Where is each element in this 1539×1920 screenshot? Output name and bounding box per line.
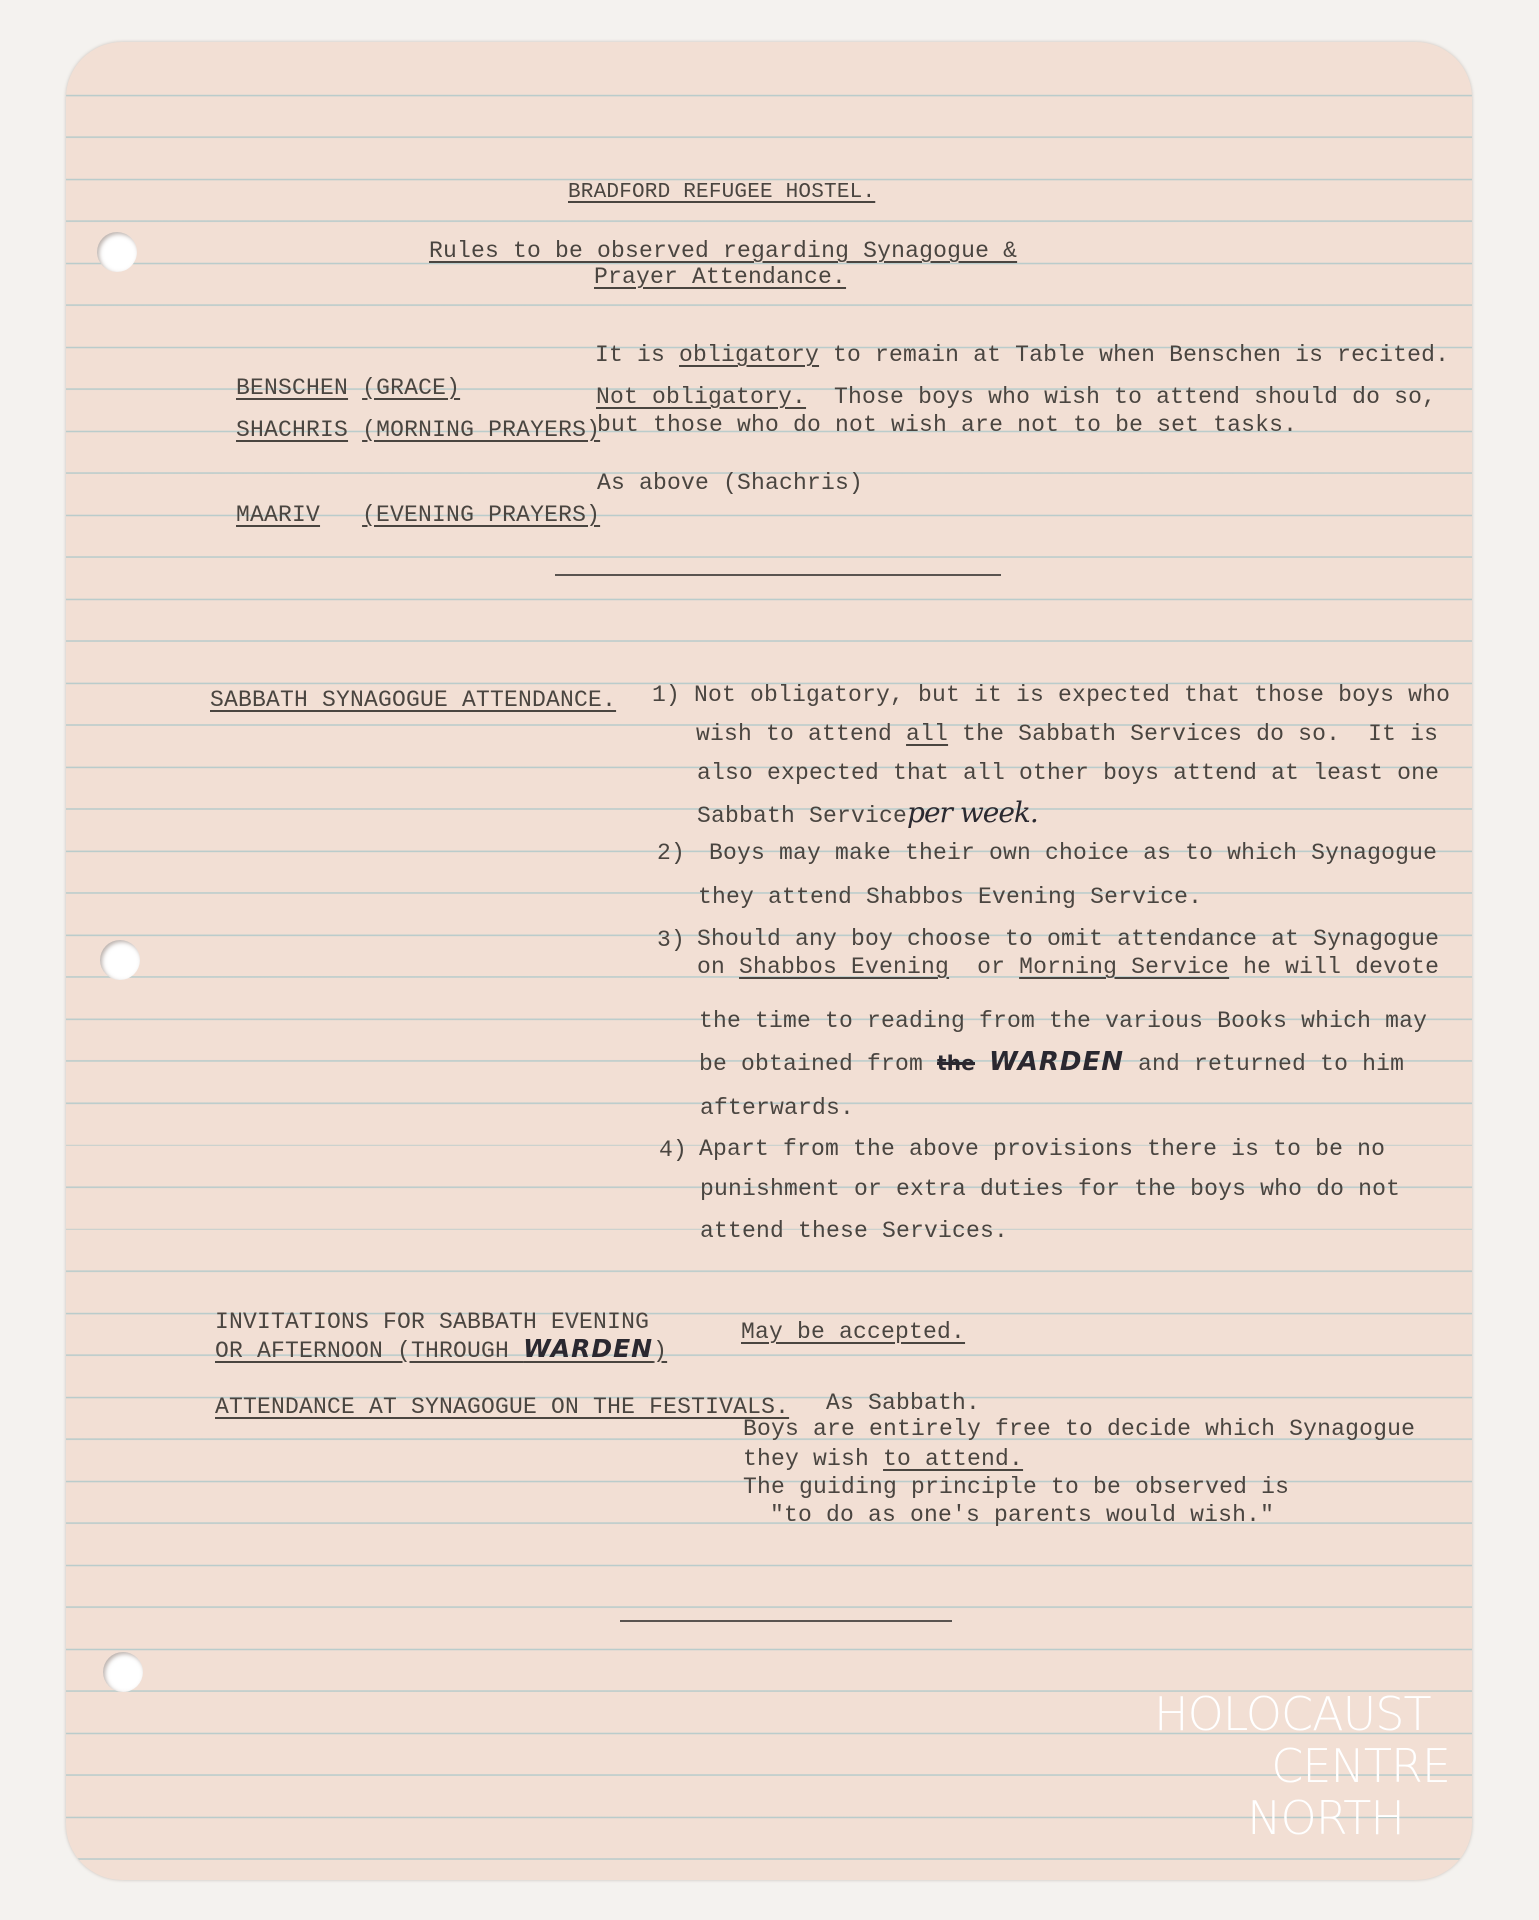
festivals-text2: Boys are entirely free to decide which Synagogue (743, 1416, 1416, 1442)
handwritten-warden-2: WARDEN (523, 1334, 654, 1363)
punch-hole-bottom (103, 1652, 143, 1692)
item1-line2: wish to attend all the Sabbath Services do so. It is (696, 721, 1439, 747)
item2-line1: Boys may make their own choice as to which Synagogue (695, 840, 1438, 866)
handwritten-per-week: per week. (907, 796, 1038, 829)
benschen-text: It is obligatory to remain at Table when Benschen is recited. (595, 342, 1450, 368)
item2-number: 2) (657, 840, 686, 866)
document-subtitle-line2: Prayer Attendance. (594, 264, 847, 290)
invitations-label-line2: OR AFTERNOON (THROUGH WARDEN) (215, 1334, 668, 1364)
festivals-text4: The guiding principle to be observed is (743, 1474, 1290, 1500)
item1-number: 1) (652, 682, 681, 708)
shachris-label: SHACHRIS (MORNING PRAYERS) (236, 417, 601, 443)
item4-line3: attend these Services. (700, 1218, 1009, 1244)
item1-line3: also expected that all other boys attend at least one (697, 760, 1440, 786)
item4-line1: Apart from the above provisions there is to be no (699, 1136, 1386, 1162)
festivals-label: ATTENDANCE AT SYNAGOGUE ON THE FESTIVALS. (215, 1394, 790, 1420)
invitations-label-line1: INVITATIONS FOR SABBATH EVENING (215, 1309, 650, 1335)
maariv-text: As above (Shachris) (597, 470, 864, 496)
item4-number: 4) (659, 1137, 688, 1163)
punch-hole-middle (100, 940, 140, 980)
punch-hole-top (97, 232, 137, 272)
festivals-text5: "to do as one's parents would wish." (770, 1502, 1275, 1528)
item1-line1: Not obligatory, but it is expected that those boys who (694, 682, 1451, 708)
festivals-text3: they wish to attend. (743, 1446, 1024, 1472)
item3-number: 3) (657, 927, 686, 953)
sabbath-attendance-label: SABBATH SYNAGOGUE ATTENDANCE. (210, 687, 617, 713)
invitations-text: May be accepted. (741, 1319, 966, 1345)
divider-line-bottom (620, 1620, 952, 1622)
holocaust-centre-north-logo: HOLOCAUST CENTRE NORTH (1154, 1687, 1450, 1845)
item3-line1: Should any boy choose to omit attendance at Synagogue (697, 926, 1440, 952)
item3-line3: the time to reading from the various Books which may (699, 1008, 1428, 1034)
maariv-label: MAARIV (EVENING PRAYERS) (236, 502, 601, 528)
shachris-text-line2: but those who do not wish are not to be set tasks. (597, 412, 1298, 438)
handwritten-warden: WARDEN (989, 1047, 1125, 1077)
item4-line2: punishment or extra duties for the boys who do not (700, 1176, 1401, 1202)
item1-line4: Sabbath Serviceper week. (697, 796, 1038, 829)
festivals-text1: As Sabbath. (826, 1390, 981, 1416)
item2-line2: they attend Shabbos Evening Service. (698, 884, 1203, 910)
document-subtitle-line1: Rules to be observed regarding Synagogue & (429, 238, 1018, 264)
struck-word: the (937, 1051, 976, 1075)
divider-line (555, 574, 1001, 576)
benschen-label: BENSCHEN (GRACE) (236, 375, 461, 401)
shachris-text: Not obligatory. Those boys who wish to attend should do so, (596, 384, 1437, 410)
document-title: BRADFORD REFUGEE HOSTEL. (568, 181, 876, 204)
item3-line5: afterwards. (700, 1095, 855, 1121)
item3-line4: be obtained from the WARDEN and returned to him (699, 1047, 1405, 1077)
item3-line2: on Shabbos Evening or Morning Service he will devote (697, 954, 1440, 980)
